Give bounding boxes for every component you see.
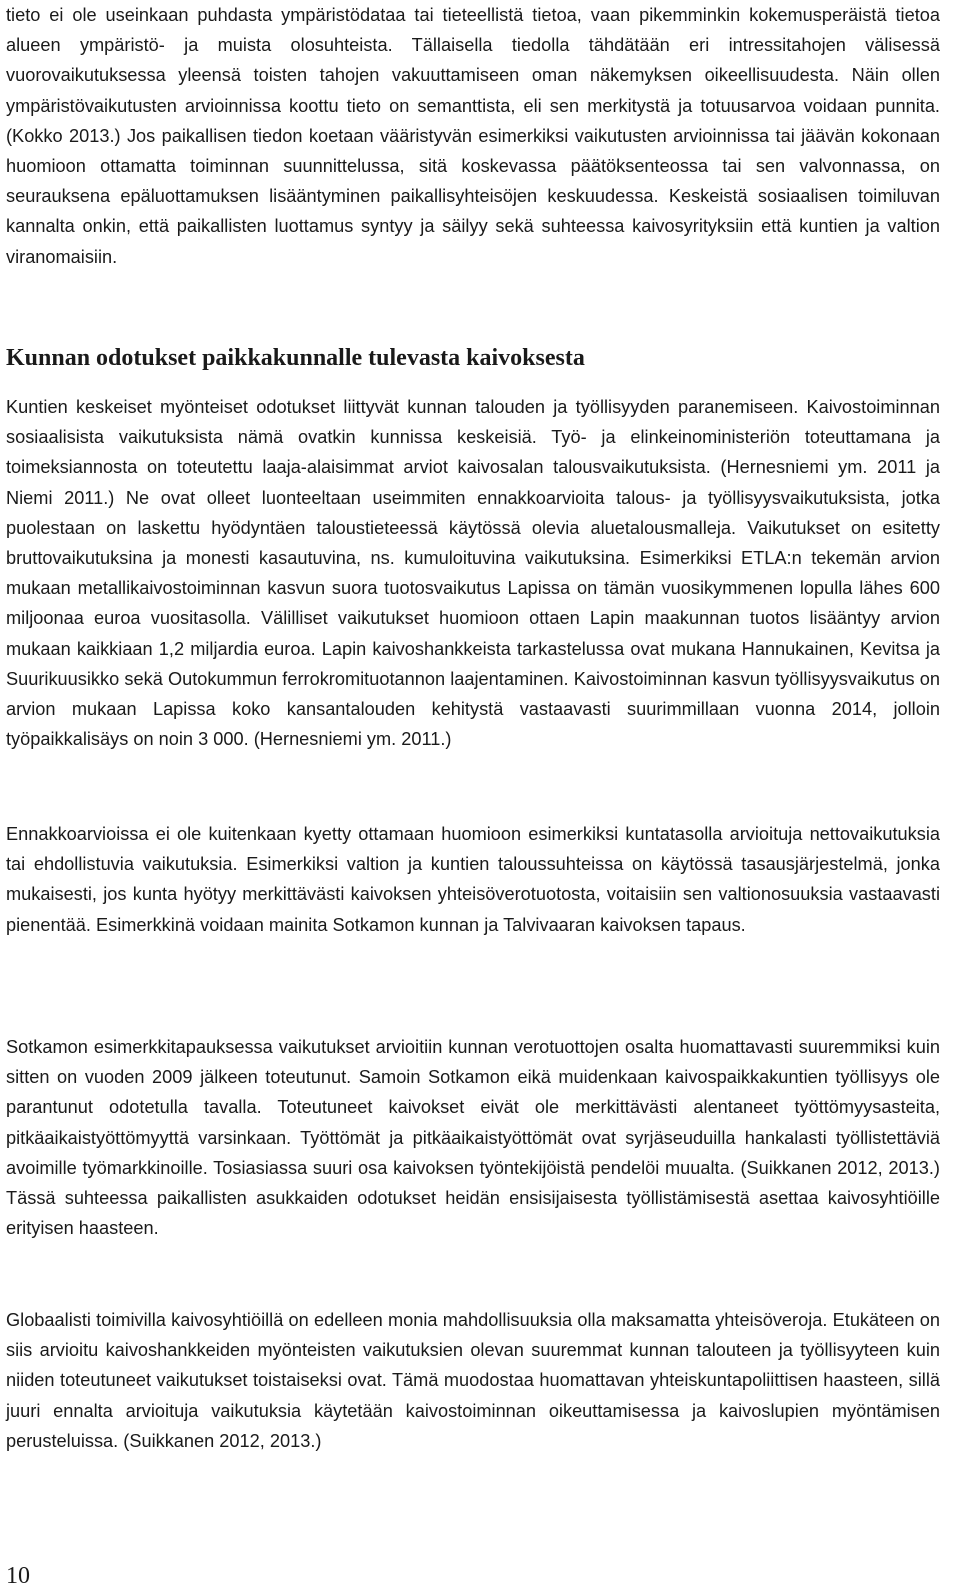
intro-paragraph: tieto ei ole useinkaan puhdasta ympäristödataa tai tieteellistä tietoa, vaan pikemminkin kokemusperäistä tietoa alueen ympäristö- ja muista olosuhteista. Tällaisella tiedolla tähdätään eri intressitahojen välisessä vuorovaikutuksessa yleensä toisten tahojen vakuuttamiseen oman näkemyksen oikeellisuudesta. Näin ollen ympäristövaikutusten arvioinnissa koottu tieto on semanttista, eli sen merkitystä ja totuusarvoa voidaan punnita. (Kokko 2013.) Jos paikallisen tiedon koetaan vääristyvän esimerkiksi vaikutusten arvioinnissa tai jäävän kokonaan huomioon ottamatta toiminnan suunnittelussa, sitä koskevassa päätöksenteossa tai sen valvonnassa, on seurauksena epäluottamuksen lisääntyminen paikallisyhteisöjen keskuudessa. Keskeistä sosiaalisen toimiluvan kannalta onkin, että paikallisten luottamus syntyy ja säilyy sekä suhteessa kaivosyrityksiin että kuntien ja valtion viranomaisiin. bbox=[6, 5, 940, 267]
section-paragraph-3: Sotkamon esimerkkitapauksessa vaikutukset arvioitiin kunnan verotuottojen osalta huomattavasti suuremmiksi kuin sitten on vuoden 2009 jälkeen toteutunut. Samoin Sotkamon eikä muidenkaan kaivospaikkakuntien työllisyys ole parantunut odotetulla tavalla. Toteutuneet kaivokset eivät ole merkittävästi alentaneet työttömyysasteita, pitkäaikaistyöttömyyttä varsinkaan. Työttömät ja pitkäaikaistyöttömät ovat syrjäseuduilla hankalasti työllistettäviä avoimille työmarkkinoille. Tosiasiassa suuri osa kaivoksen työntekijöistä pendelöi muualta. (Suikkanen 2012, 2013.) Tässä suhteessa paikallisten asukkaiden odotukset heidän ensisijaisesta työllistämisestä asettaa kaivosyhtiöille erityisen haasteen. bbox=[6, 1037, 940, 1239]
section-paragraph-2: Ennakkoarvioissa ei ole kuitenkaan kyetty ottamaan huomioon esimerkiksi kuntatasolla arvioituja nettovaikutuksia tai ehdollistuvia vaikutuksia. Esimerkiksi valtion ja kuntien taloussuhteissa on käytössä tasausjärjestelmä, jonka mukaisesti, jos kunta hyötyy merkittävästi kaivoksen yhteisöverotuotosta, voitaisiin sen valtionosuuksia vastaavasti pienentää. Esimerkkinä voidaan mainita Sotkamon kunnan ja Talvivaaran kaivoksen tapaus. bbox=[6, 824, 940, 935]
section-heading: Kunnan odotukset paikkakunnalle tulevasta kaivoksesta bbox=[6, 345, 585, 371]
page-number: 10 bbox=[6, 1563, 30, 1589]
section-paragraph-4: Globaalisti toimivilla kaivosyhtiöillä on edelleen monia mahdollisuuksia olla maksamatta yhteisöveroja. Etukäteen on siis arvioitu kaivoshankkeiden myönteisten vaikutuksien olevan suuremmat kunnan talouteen ja työllisyyteen kuin niiden toteutuneet vaikutukset toistaiseksi ovat. Tämä muodostaa huomattavan yhteiskuntapoliittisen haasteen, sillä juuri ennalta arvioituja vaikutuksia käytetään kaivostoiminnan oikeuttamisessa ja kaivoslupien myöntämisen perusteluissa. (Suikkanen 2012, 2013.) bbox=[6, 1310, 940, 1451]
section-paragraph-1: Kuntien keskeiset myönteiset odotukset liittyvät kunnan talouden ja työllisyyden paranemiseen. Kaivostoiminnan sosiaalisista vaikutuksista nämä ovatkin kunnissa keskeisiä. Työ- ja elinkeinoministeriön toteuttamana ja toimeksiannosta on toteutettu laaja-alaisimmat arviot kaivosalan talousvaikutuksista. (Hernesniemi ym. 2011 ja Niemi 2011.) Ne ovat olleet luonteeltaan useimmiten ennakkoarvioita talous- ja työllisyysvaikutuksista, jotka puolestaan on laskettu hyödyntäen taloustieteessä käytössä olevia aluetalousmalleja. Vaikutukset on esitetty bruttovaikutuksina ja monesti kasautuvina, ns. kumuloituvina vaikutuksina. Esimerkiksi ETLA:n tekemän arvion mukaan metallikaivostoiminnan kasvun suora tuotosvaikutus Lapissa on tämän vuosikymmenen lopulla lähes 600 miljoonaa euroa vuositasolla. Välilliset vaikutukset huomioon ottaen Lapin maakunnan tuotos lisääntyy arvion mukaan kaikkiaan 1,2 miljardia euroa. Lapin kaivoshankkeista tarkastelussa ovat mukana Hannukainen, Kevitsa ja Suurikuusikko sekä Outokummun ferrokromituotannon laajentaminen. Kaivostoiminnan kasvun työllisyysvaikutus on arvion mukaan Lapissa koko kansantalouden kehitystä vastaavasti suurimmillaan vuonna 2014, jolloin työpaikkalisäys on noin 3 000. (Hernesniemi ym. 2011.) bbox=[6, 397, 940, 750]
